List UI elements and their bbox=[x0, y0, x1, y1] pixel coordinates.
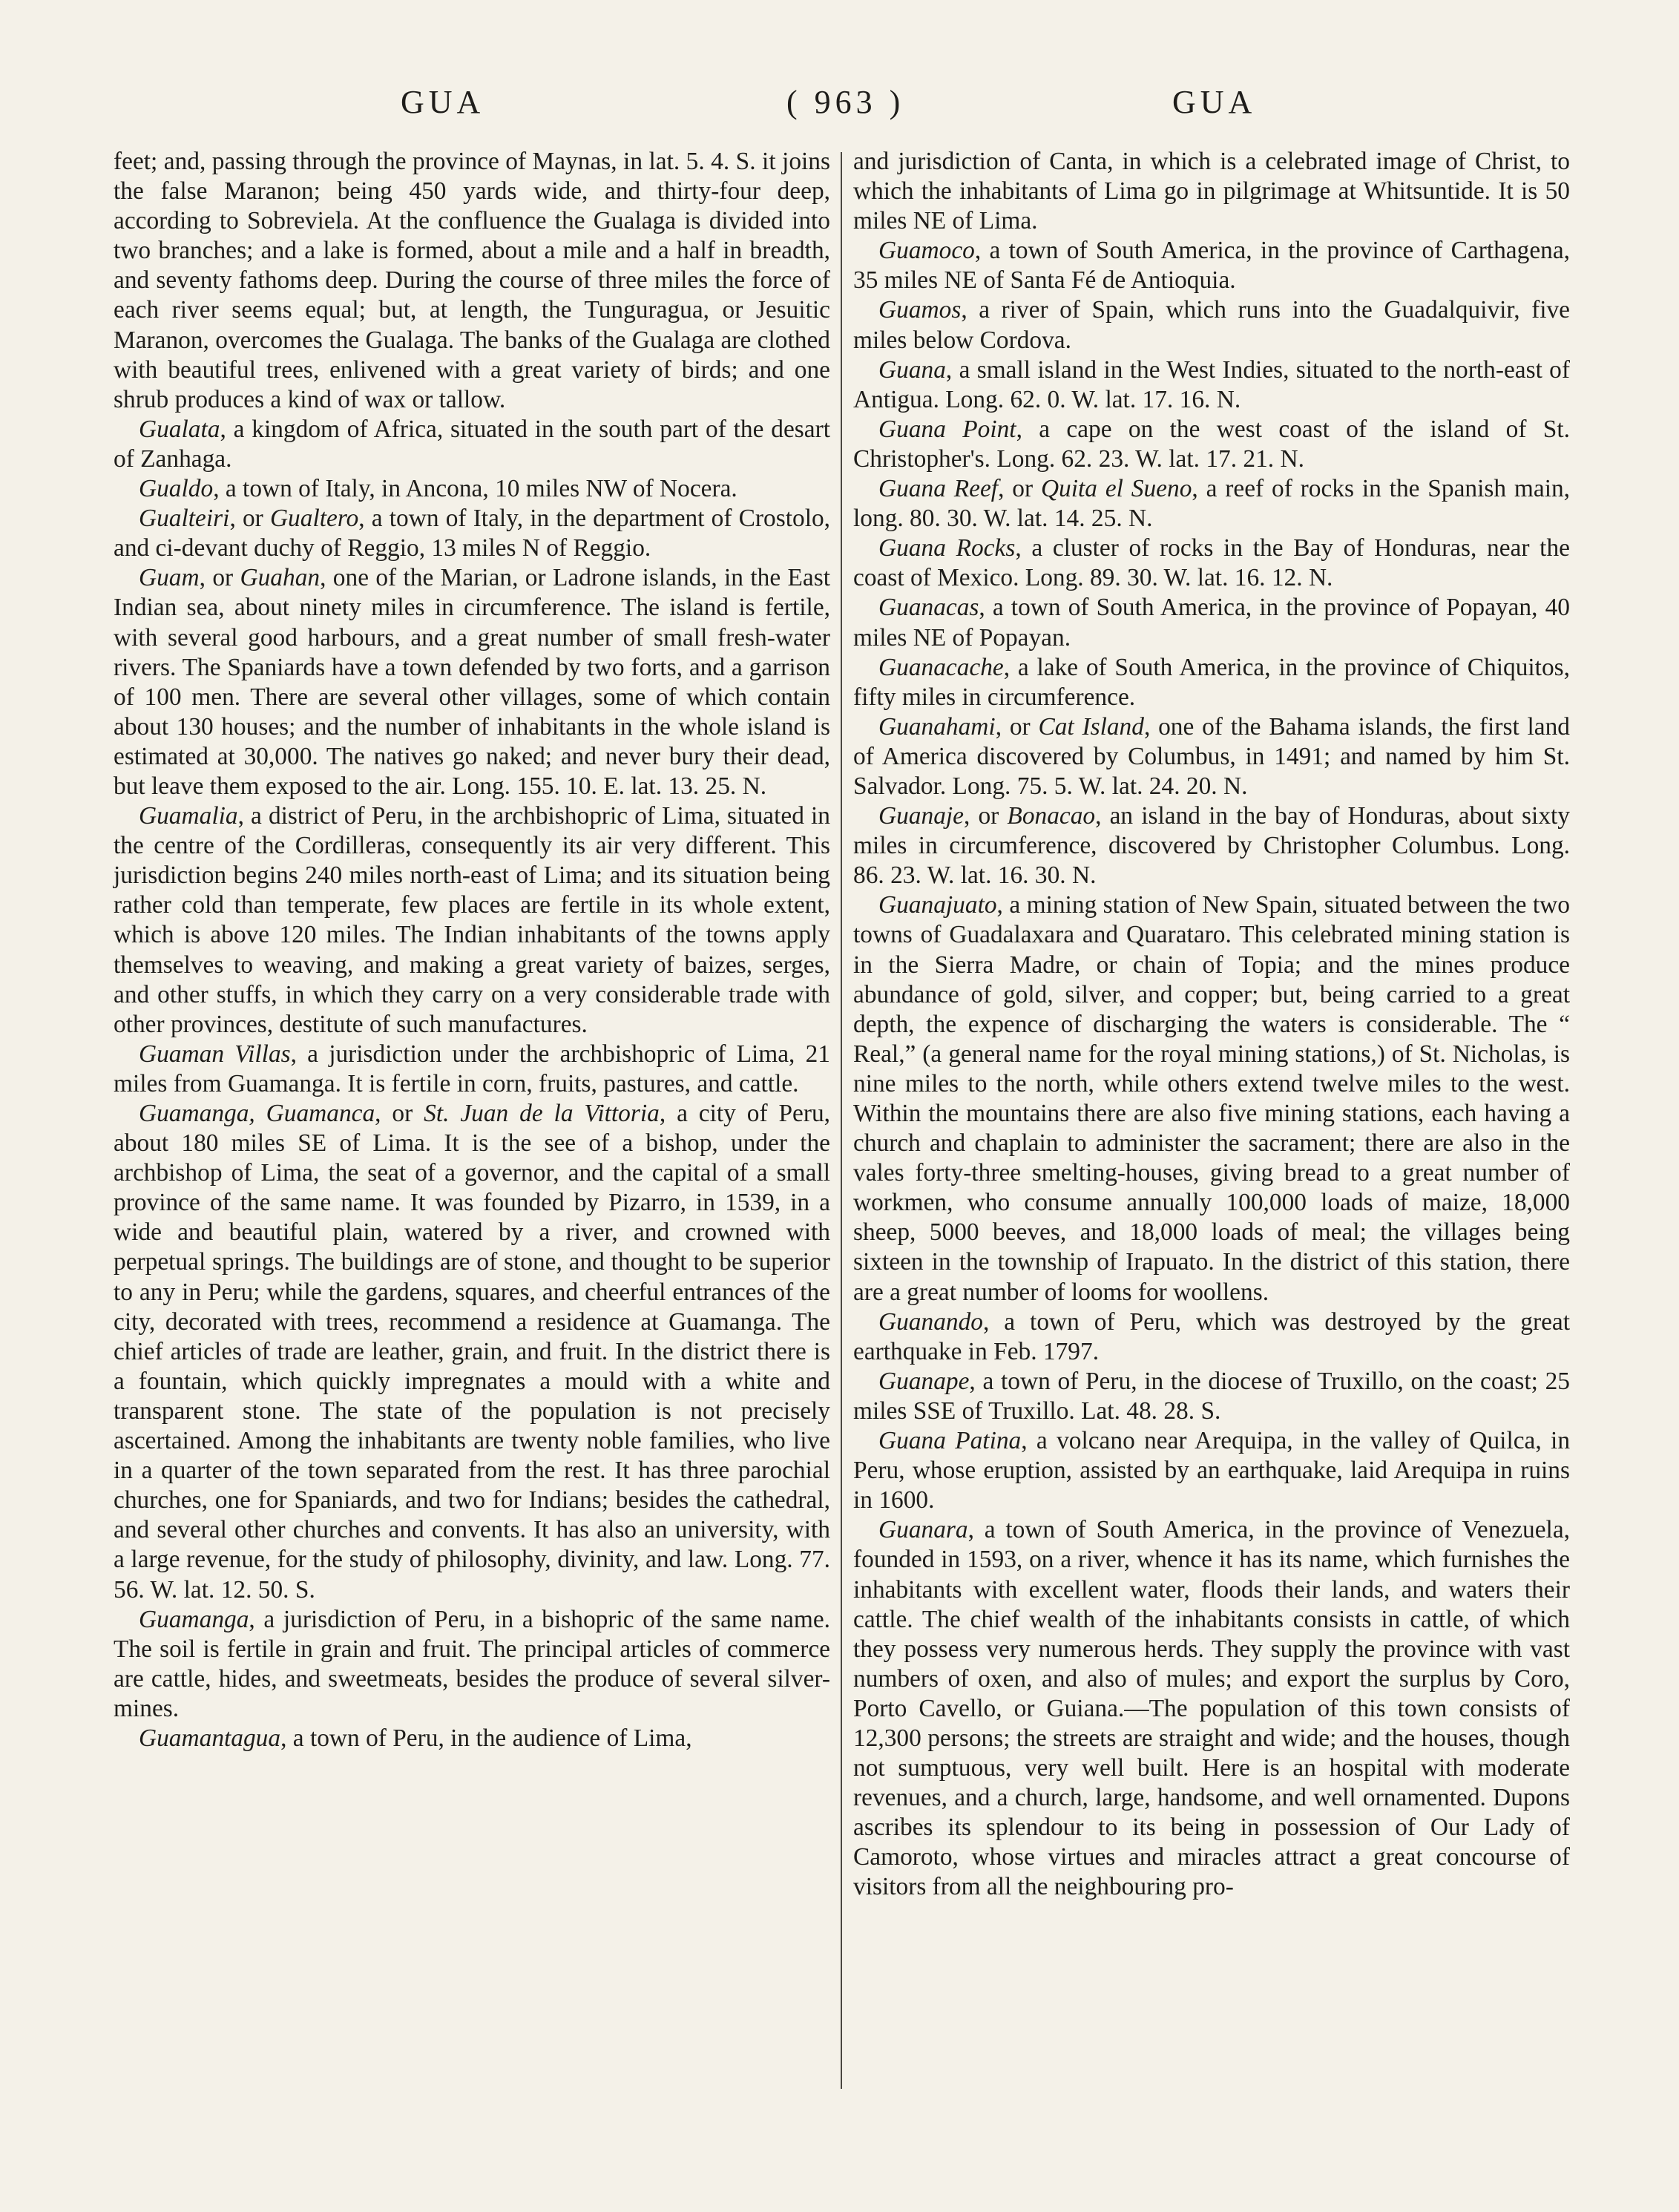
entry-paragraph bbox=[114, 147, 830, 415]
entry-text: , a town of Peru, in the audience of Lima, bbox=[280, 1724, 692, 1752]
entry-paragraph bbox=[853, 1307, 1570, 1367]
entry-headword: Guana Point bbox=[878, 415, 1016, 443]
entry-headword: Guamoco bbox=[878, 237, 975, 265]
entry-text: , a town of Italy, in the department of Crostolo, and ci-devant duchy of Reggio, 13 miles N of Reggio. bbox=[114, 505, 831, 562]
entry-text: , a jurisdiction under the archbishopric of Lima, 21 miles from Guamanga. It is fertile in corn, fruits, pastures, and cattle. bbox=[114, 1040, 830, 1097]
entry-paragraph bbox=[114, 1099, 830, 1605]
entry-headword: Guana Rocks bbox=[878, 534, 1016, 562]
entry-text: , an island in the bay of Honduras, about sixty miles in circumference, discovered by Christopher Columbus. Long. 86. 23. W. lat. 16. 30. N. bbox=[853, 802, 1570, 890]
entry-headword: Guana bbox=[878, 355, 946, 384]
entry-paragraph bbox=[853, 801, 1570, 890]
headword-connector: , or bbox=[995, 712, 1039, 741]
running-head-right: GUA bbox=[1172, 84, 1257, 120]
entry-paragraph bbox=[853, 236, 1570, 295]
entry-text: , one of the Bahama islands, the first land of America discovered by Columbus, in 1491; and named by him St. Salvador. Long. 75. 5. W. lat. 24. 20. N. bbox=[853, 712, 1570, 800]
entry-alt-headword: Cat Island bbox=[1038, 712, 1144, 741]
entry-text: , a jurisdiction of Peru, in a bishopric of the same name. The soil is fertile in grain and fruit. The principal articles of commerce are cattle, hides, and sweetmeats, besides the produce of several silver-mines. bbox=[114, 1605, 830, 1722]
entry-headword: Guanara bbox=[878, 1516, 968, 1544]
entry-headword: Gualdo bbox=[139, 475, 214, 503]
entry-paragraph bbox=[853, 890, 1570, 1307]
entry-headword: Guamanga bbox=[139, 1605, 249, 1633]
entry-headword: Guanando bbox=[878, 1307, 983, 1336]
entry-paragraph bbox=[114, 415, 830, 474]
entry-paragraph bbox=[853, 415, 1570, 474]
entry-text: feet; and, passing through the province of Maynas, in lat. 5. 4. S. it joins the false Maranon; being 450 yards wide, and thirty-four deep, according to Sobreviela. At the confluence the Gualaga is divided into two branches; and a lake is formed, about a mile and a half in breadth, and seventy fathoms deep. During the course of three miles the force of each river seems equal; but, at length, the Tunguragua, or Jesuitic Maranon, overcomes the Gualaga. The banks of the Gualaga are clothed with beautiful trees, enlivened with a great variety of birds; and one shrub produces a kind of wax or tallow. bbox=[114, 148, 830, 413]
entry-headword: Guanacache bbox=[878, 653, 1004, 681]
entry-text: , a kingdom of Africa, situated in the south part of the desart of Zanhaga. bbox=[114, 415, 830, 473]
entry-paragraph bbox=[853, 712, 1570, 801]
entry-alt-headword: St. Juan de la Vittoria bbox=[424, 1100, 660, 1127]
entry-text: , a city of Peru, about 180 miles SE of Lima. It is the see of a bishop, under the archbishop of Lima, the seat of a governor, and the capital of a small province of the same name. It was founded by Pizarro, in 1539, in a wide and beautiful plain, watered by a river, and crowned with perpetual springs. The buildings are of stone, and thought to be superior to any in Peru; while the gardens, squares, and cheerful entrances of the city, decorated with trees, recommend a residence at Guamanga. The chief articles of trade are leather, grain, and fruit. In the district there is a fountain, which quickly impregnates a mould with a white and transparent stone. The state of the population is not precisely ascertained. Among the inhabitants are twenty noble families, who live in a quarter of the town separated from the rest. It has three parochial churches, one for Spaniards, and two for Indians; besides the cathedral, and several other churches and convents. It has also an university, with a large revenue, for the study of philosophy, divinity, and law. Long. 77. 56. W. lat. 12. 50. S. bbox=[114, 1100, 831, 1604]
entry-headword: Gualteiri bbox=[139, 505, 230, 533]
entry-paragraph bbox=[853, 653, 1570, 712]
entry-headword: Guamanga, Guamanca bbox=[139, 1100, 375, 1127]
entry-headword: Guanaje bbox=[878, 802, 964, 830]
entry-text: , a river of Spain, which runs into the Guadalquivir, five miles below Cordova. bbox=[853, 296, 1570, 354]
entry-alt-headword: Bonacao bbox=[1007, 802, 1096, 830]
left-column bbox=[114, 147, 830, 1753]
entry-headword: Guanahami bbox=[878, 712, 996, 741]
entry-headword: Guanajuato bbox=[878, 891, 997, 919]
entry-paragraph bbox=[853, 1367, 1570, 1426]
entry-paragraph bbox=[853, 355, 1570, 415]
entry-headword: Guana Patina bbox=[878, 1427, 1022, 1455]
entry-text: , a cape on the west coast of the island of St. Christopher's. Long. 62. 23. W. lat. 17. 21. N. bbox=[853, 415, 1570, 473]
entry-text: , a cluster of rocks in the Bay of Honduras, near the coast of Mexico. Long. 89. 30. W. lat. 16. 12. N. bbox=[853, 534, 1570, 592]
entry-paragraph bbox=[114, 1724, 830, 1753]
entry-paragraph bbox=[853, 534, 1570, 593]
entry-headword: Guamantagua bbox=[139, 1724, 281, 1752]
entry-text: , a volcano near Arequipa, in the valley of Quilca, in Peru, whose eruption, assisted by an earthquake, laid Arequipa in ruins in 1600. bbox=[853, 1427, 1571, 1514]
entry-paragraph bbox=[853, 1426, 1570, 1515]
entry-paragraph bbox=[853, 474, 1570, 534]
entry-paragraph bbox=[853, 295, 1570, 355]
entry-paragraph bbox=[114, 504, 830, 563]
entry-paragraph bbox=[114, 474, 830, 504]
entry-text: , a town of South America, in the province of Popayan, 40 miles NE of Popayan. bbox=[853, 594, 1570, 652]
entry-headword: Guamalia bbox=[139, 802, 238, 830]
running-head-left: GUA bbox=[401, 84, 485, 120]
entry-text: , a lake of South America, in the province of Chiquitos, fifty miles in circumference. bbox=[853, 653, 1570, 711]
entry-paragraph bbox=[853, 147, 1570, 236]
entry-headword: Guanacas bbox=[878, 594, 979, 622]
entry-paragraph bbox=[114, 1040, 830, 1099]
entry-alt-headword: Guahan bbox=[240, 564, 321, 592]
entry-text: , a reef of rocks in the Spanish main, long. 80. 30. W. lat. 14. 25. N. bbox=[853, 475, 1571, 533]
entry-headword: Guamos bbox=[878, 296, 962, 324]
entry-text: , a town of Peru, which was destroyed by the great earthquake in Feb. 1797. bbox=[853, 1307, 1570, 1365]
entry-text: , a town of Italy, in Ancona, 10 miles NW of Nocera. bbox=[213, 475, 737, 503]
entry-alt-headword: Gualtero bbox=[269, 505, 359, 533]
headword-connector: , or bbox=[998, 475, 1041, 503]
entry-headword: Guaman Villas bbox=[139, 1040, 291, 1068]
entry-paragraph bbox=[114, 563, 830, 801]
column-divider bbox=[841, 152, 842, 2089]
headword-connector: , or bbox=[964, 802, 1008, 830]
entry-text: , a town of Peru, in the diocese of Truxillo, on the coast; 25 miles SSE of Truxillo. Lat. 48. 28. S. bbox=[853, 1367, 1570, 1425]
page-number: ( 963 ) bbox=[786, 84, 905, 120]
entry-headword: Guanape bbox=[878, 1367, 970, 1395]
entry-paragraph bbox=[114, 1605, 830, 1724]
entry-alt-headword: Quita el Sueno bbox=[1040, 475, 1192, 503]
entry-text: , a mining station of New Spain, situated between the two towns of Guadalaxara and Quarataro. This celebrated mining station is in the Sierra Madre, or chain of Topia; and the mines produce abundance of gold, silver, and copper; but, being carried to a great depth, the expence of discharging the waters is considerable. The “ Real,” (a general name for the royal mining stations,) of St. Nicholas, is nine miles to the north, while others extend twelve miles to the west. Within the mountains there are also five mining stations, each having a church and chaplain to administer the sacrament; there are also in the vales forty-three smelting-houses, giving bread to a great number of workmen, who consume annually 100,000 loads of maize, 18,000 sheep, 5000 beeves, and 18,000 loads of meal; the villages being sixteen in the township of Irapuato. In the district of this station, there are a great number of looms for woollens. bbox=[853, 891, 1570, 1306]
entry-text: , a district of Peru, in the archbishopric of Lima, situated in the centre of the Cordilleras, consequently its air very different. This jurisdiction begins 240 miles north-east of Lima; and its situation being rather cold than temperate, few places are fertile in its whole extent, which is above 120 miles. The Indian inhabitants of the towns apply themselves to weaving, and making a great variety of baizes, serges, and other stuffs, in which they carry on a very considerable trade with other provinces, destitute of such manufactures. bbox=[114, 802, 830, 1038]
entry-text: , a town of South America, in the province of Venezuela, founded in 1593, on a river, whence it has its name, which furnishes the inhabitants with excellent water, floods their lands, and waters their cattle. The chief wealth of the inhabitants consists in cattle, of which they possess very numerous herds. They supply the province with vast numbers of oxen, and also of mules; and export the surplus by Coro, Porto Cavello, or Guiana.—The population of this town consists of 12,300 persons; the streets are straight and wide; and the houses, though not sumptuous, very well built. Here is an hospital with moderate revenues, and a church, large, handsome, and well ornamented. Dupons ascribes its splendour to its being in possession of Our Lady of Camoroto, whose virtues and miracles attract a great concourse of visitors from all the neighbouring pro- bbox=[853, 1516, 1570, 1901]
headword-connector: , or bbox=[375, 1100, 424, 1127]
headword-connector: , or bbox=[199, 564, 240, 592]
entry-text: , a town of South America, in the province of Carthagena, 35 miles NE of Santa Fé de Antioquia. bbox=[853, 237, 1570, 295]
entry-paragraph bbox=[114, 801, 830, 1040]
entry-headword: Gualata bbox=[139, 415, 220, 443]
right-column bbox=[853, 147, 1570, 1903]
entry-paragraph bbox=[853, 593, 1570, 652]
entry-headword: Guana Reef bbox=[878, 475, 999, 503]
entry-text: , a small island in the West Indies, situated to the north-east of Antigua. Long. 62. 0. W. lat. 17. 16. N. bbox=[853, 355, 1570, 413]
entry-text: , one of the Marian, or Ladrone islands, in the East Indian sea, about ninety miles in circumference. The island is fertile, with several good harbours, and a great number of small fresh-water rivers. The Spaniards have a town defended by two forts, and a garrison of 100 men. There are several other villages, some of which contain about 130 houses; and the number of inhabitants in the whole island is estimated at 30,000. The natives go naked; and never bury their dead, but leave them exposed to the air. Long. 155. 10. E. lat. 13. 25. N. bbox=[114, 564, 830, 800]
entry-text: and jurisdiction of Canta, in which is a celebrated image of Christ, to which the inhabitants of Lima go in pilgrimage at Whitsuntide. It is 50 miles NE of Lima. bbox=[853, 148, 1570, 235]
headword-connector: , or bbox=[229, 505, 270, 533]
page-header bbox=[0, 83, 1679, 128]
entry-paragraph bbox=[853, 1515, 1570, 1902]
entry-headword: Guam bbox=[139, 564, 200, 592]
